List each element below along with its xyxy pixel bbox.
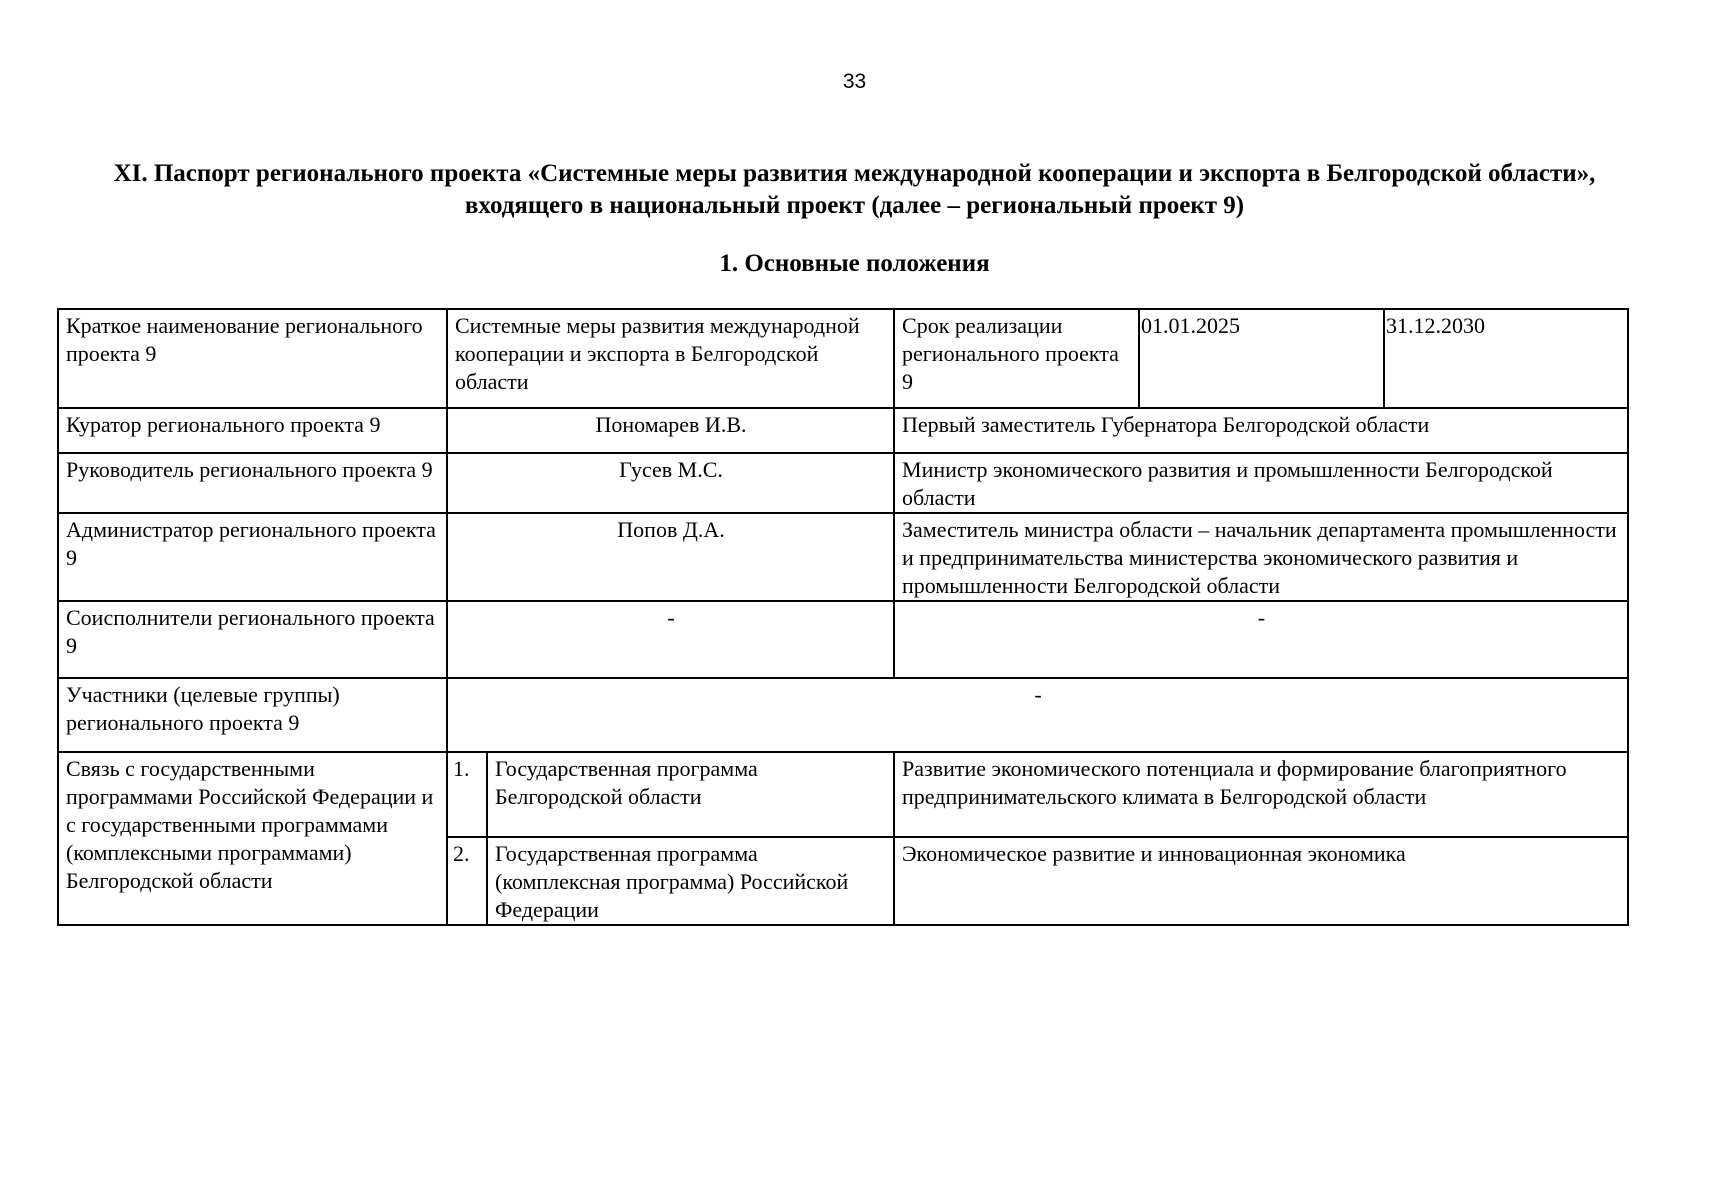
program-number: 2. bbox=[447, 837, 487, 925]
curator-label: Куратор регионального проекта 9 bbox=[58, 408, 447, 453]
table-row bbox=[58, 513, 1628, 601]
title-line-1: XI. Паспорт регионального проекта «Системные меры развития международной кооперации и экспорта в Белгородской области», bbox=[113, 160, 1596, 187]
term-label: Срок реализации регионального проекта 9 bbox=[894, 309, 1139, 408]
admin-name: Попов Д.А. bbox=[447, 513, 894, 601]
head-position: Министр экономического развития и промышленности Белгородской области bbox=[894, 453, 1628, 513]
coexecutors-position: - bbox=[894, 601, 1628, 678]
coexecutors-name: - bbox=[447, 601, 894, 678]
title-line-2: входящего в национальный проект (далее – региональный проект 9) bbox=[464, 192, 1245, 219]
program-number: 1. bbox=[447, 752, 487, 837]
table-row bbox=[58, 752, 1628, 837]
table-row bbox=[58, 601, 1628, 678]
curator-position: Первый заместитель Губернатора Белгородской области bbox=[894, 408, 1628, 453]
end-date: 31.12.2030 bbox=[1384, 309, 1628, 408]
document-title bbox=[40, 158, 1669, 222]
table-row bbox=[58, 309, 1628, 408]
head-label: Руководитель регионального проекта 9 bbox=[58, 453, 447, 513]
section-heading: 1. Основные положения bbox=[719, 250, 990, 277]
program-name: Экономическое развитие и инновационная экономика bbox=[894, 837, 1628, 925]
start-date: 01.01.2025 bbox=[1139, 309, 1384, 408]
admin-position: Заместитель министра области – начальник департамента промышленности и предпринимательства министерства экономического развития и промышленности Белгородской области bbox=[894, 513, 1628, 601]
table-row bbox=[58, 678, 1628, 752]
passport-table bbox=[57, 308, 1629, 926]
coexecutors-label: Соисполнители регионального проекта 9 bbox=[58, 601, 447, 678]
program-type: Государственная программа Белгородской области bbox=[487, 752, 894, 837]
short-name-value: Системные меры развития международной кооперации и экспорта в Белгородской области bbox=[447, 309, 894, 408]
table-row bbox=[58, 453, 1628, 513]
participants-value: - bbox=[447, 678, 1628, 752]
program-name: Развитие экономического потенциала и формирование благоприятного предпринимательского климата в Белгородской области bbox=[894, 752, 1628, 837]
short-name-label: Краткое наименование регионального проекта 9 bbox=[58, 309, 447, 408]
head-name: Гусев М.С. bbox=[447, 453, 894, 513]
page-number: 33 bbox=[842, 70, 867, 93]
programs-label: Связь с государственными программами Российской Федерации и с государственными программами (комплексными программами) Белгородской области bbox=[58, 752, 447, 925]
table-row bbox=[58, 408, 1628, 453]
participants-label: Участники (целевые группы) регионального проекта 9 bbox=[58, 678, 447, 752]
program-type: Государственная программа (комплексная программа) Российской Федерации bbox=[487, 837, 894, 925]
admin-label: Администратор регионального проекта 9 bbox=[58, 513, 447, 601]
curator-name: Пономарев И.В. bbox=[447, 408, 894, 453]
